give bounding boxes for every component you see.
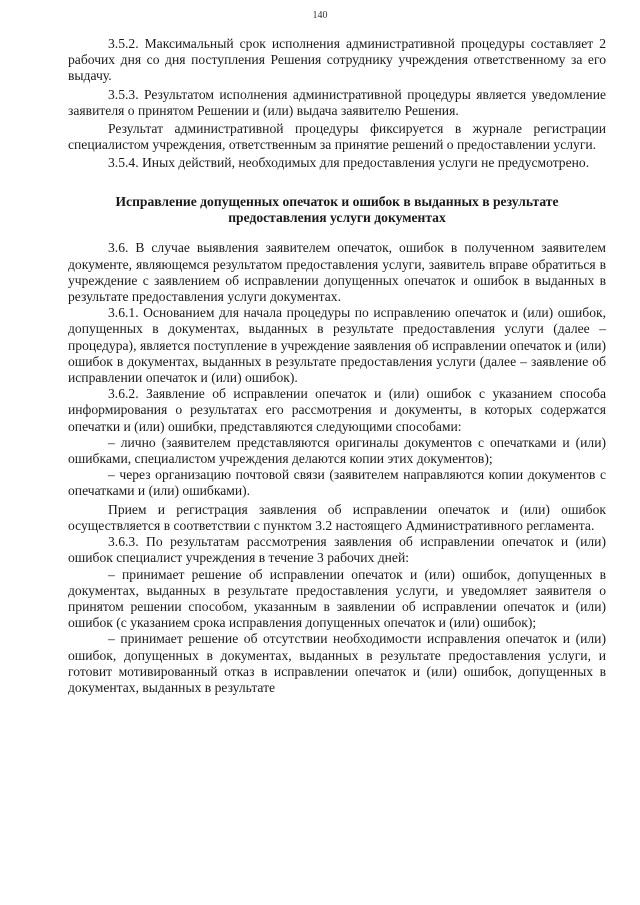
document-body: [68, 36, 606, 696]
page-number: 140: [312, 10, 328, 21]
paragraph-result-registration: Результат административной процедуры фиксируется в журнале регистрации специалистом учреждения, ответственным за принятие решений о предоставлении услуги.: [68, 121, 606, 153]
paragraph-3-6-3: 3.6.3. По результатам рассмотрения заявления об исправлении опечаток и (или) ошибок специалист учреждения в течение 3 рабочих дней:: [68, 534, 606, 566]
list-item-by-post: – через организацию почтовой связи (заявителем направляются копии документов с опечатками и (или) ошибками).: [68, 467, 606, 499]
paragraph-3-6: 3.6. В случае выявления заявителем опечаток, ошибок в полученном заявителем документе, являющемся результатом предоставления услуги, заявитель вправе обратиться в учреждение с заявлением об исправлении допущенных опечаток и ошибок в выданных в результате предоставления услуги документах.: [68, 240, 606, 305]
paragraph-3-5-2: 3.5.2. Максимальный срок исполнения административной процедуры составляет 2 рабочих дня со дня поступления Решения сотруднику учреждения ответственному за его выдачу.: [68, 36, 606, 84]
list-item-in-person: – лично (заявителем представляются оригиналы документов с опечатками и (или) ошибками, специалистом учреждения делаются копии этих документов);: [68, 434, 606, 467]
paragraph-reception-registration: Прием и регистрация заявления об исправлении опечаток и (или) ошибок осуществляется в соответствии с пунктом 3.2 настоящего Административного регламента.: [68, 501, 606, 533]
paragraph-3-6-2: 3.6.2. Заявление об исправлении опечаток и (или) ошибок с указанием способа информирования о результатах его рассмотрения и документы, в которых содержатся опечатки и (или) ошибки, представляются следующими способами:: [68, 386, 606, 434]
list-item-decision-correct: – принимает решение об исправлении опечаток и (или) ошибок, допущенных в документах, выданных в результате предоставления услуги, и уведомляет заявителя о принятом решении способом, указанным в заявлении об исправлении опечаток и (или) ошибок (с указанием срока исправления допущенных опечаток и (или) ошибок);: [68, 566, 606, 631]
paragraph-3-5-3: 3.5.3. Результатом исполнения административной процедуры является уведомление заявителя о принятом Решении и (или) выдача заявителю Решения.: [68, 86, 606, 118]
paragraph-3-5-4: 3.5.4. Иных действий, необходимых для предоставления услуги не предусмотрено.: [108, 155, 590, 171]
paragraph-3-6-1: 3.6.1. Основанием для начала процедуры по исправлению опечаток и (или) ошибок, допущенных в документах, выданных в результате предоставления услуги (далее – процедура), является поступление в учреждение заявления об исправлении опечаток и (или) ошибок в документах, выданных в результате предоставления услуги (далее – заявление об исправлении опечаток и (или) ошибок).: [68, 305, 606, 386]
section-heading: Исправление допущенных опечаток и ошибок в выданных в результате предоставления услуги документах: [115, 193, 559, 226]
list-item-decision-refuse: – принимает решение об отсутствии необходимости исправления опечаток и (или) ошибок, допущенных в документах, выданных в результате предоставления услуги, и готовит мотивированный отказ в исправлении опечаток и (или) ошибок, допущенных в документах, выданных в результате: [68, 631, 606, 695]
